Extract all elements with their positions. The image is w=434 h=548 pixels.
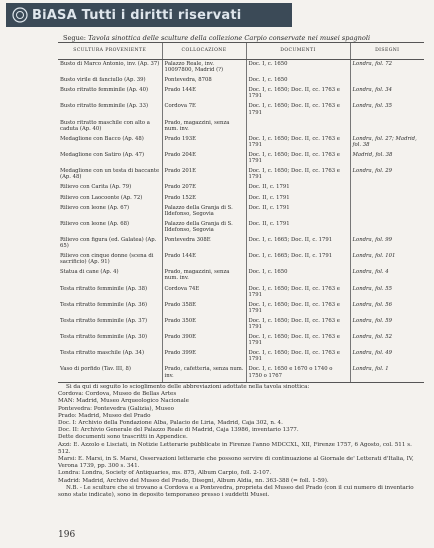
caption-lead: Segue: (63, 34, 87, 42)
table-row (58, 220, 424, 236)
cell-location: Prado 144E (162, 252, 246, 268)
column-header-subject: SCULTURA PROVENIENTE (58, 43, 162, 60)
abbreviation-line: Doc. II: Archivio Generale del Palazzo Reale di Madrid, Caja 13986, inventario 1377. (58, 427, 299, 434)
cell-documents: Doc. I, c. 1650; Doc. II, cc. 1763 e 1791 (246, 317, 350, 333)
column-header-drawings: DISEGNI (350, 43, 424, 60)
cell-subject: Testa ritratto femminile (Ap. 38) (60, 285, 148, 292)
cell-documents: Doc. I, c. 1650; Doc. II, cc. 1763 e 1791 (246, 285, 350, 301)
cell-subject: Rilievo con Laocoonte (Ap. 72) (60, 194, 143, 201)
cell-subject: Medaglione con Bacco (Ap. 48) (60, 135, 144, 142)
cell-location: Prado 204E (162, 151, 246, 167)
cell-documents: Doc. I, c. 1650; Doc. II, cc. 1763 e 1791 (246, 102, 350, 118)
cell-location: Palazzo Reale, inv. 10097800, Madrid (?) (162, 60, 246, 77)
cell-location: Prado 399E (162, 349, 246, 365)
cell-drawings (350, 119, 424, 135)
table-row (58, 86, 424, 102)
table-row (58, 76, 424, 86)
cell-drawings: Londra, fol. 34 (350, 86, 424, 102)
cell-location: Cordova 7E (162, 102, 246, 118)
cell-documents: Doc. I, c. 1650 e 1670 o 1740 o 1750 o 1767 (246, 365, 350, 382)
cell-drawings: Londra, fol. 27; Madrid, fol. 38 (350, 135, 424, 151)
cell-subject: Rilievo con figura (ed. Galatea) (Ap. 65) (60, 236, 157, 250)
table-row (58, 236, 424, 252)
cell-subject: Rilievo con Carita (Ap. 79) (60, 184, 132, 191)
cell-drawings (350, 183, 424, 193)
cell-documents: Doc. II, c. 1791 (246, 204, 350, 220)
watermark-text: BiASA Tutti i diritti riservati (32, 7, 242, 23)
table-row (58, 285, 424, 301)
cell-drawings: Londra, fol. 59 (350, 317, 424, 333)
table-row (58, 194, 424, 204)
cell-subject: Rilievo con leone (Ap. 67) (60, 204, 130, 211)
cell-location: Palazzo della Granja di S. Ildefonso, Segovia (162, 220, 246, 236)
reference-line: Londra: Londra, Society of Antiquaries, ms. 875, Album Carpio, foll. 2-107. (58, 470, 272, 477)
abbreviation-line: Doc. I: Archivio della Fondazione Alba, Palacio de Liria, Madrid, Caja 302, n. 4. (58, 420, 283, 427)
table-row (58, 268, 424, 284)
cell-location: Prado, magazzini, senza num. inv. (162, 119, 246, 135)
cell-documents: Doc. I, c. 1650; Doc. II, cc. 1763 e 1791 (246, 151, 350, 167)
table-row (58, 119, 424, 135)
cell-documents: Doc. I, c. 1650 (246, 60, 350, 77)
table-row (58, 135, 424, 151)
cell-subject: Testa ritratto maschile (Ap. 34) (60, 350, 145, 357)
reference-line: Madrid: Madrid, Archivo del Museo del Prado, Disegni, Album Aldia, nn. 363-388 (= foll. 1-59). (58, 477, 329, 484)
cell-documents: Doc. II, c. 1791 (246, 183, 350, 193)
abbreviation-line: Prado: Madrid, Museo del Prado (58, 412, 151, 419)
table-caption (63, 34, 423, 42)
table-row (58, 301, 424, 317)
cell-drawings (350, 204, 424, 220)
abbreviation-line: Pontevedra: Pontevedra (Galizia), Museo (58, 405, 174, 412)
cell-drawings: Londra, fol. 99 (350, 236, 424, 252)
cell-drawings: Londra, fol. 56 (350, 301, 424, 317)
table-row (58, 317, 424, 333)
abbreviation-line: Dette documenti sono trascritti in Appendice. (58, 434, 188, 441)
cell-subject: Statua di cane (Ap. 4) (60, 269, 119, 276)
seal-icon (12, 7, 28, 23)
table-row (58, 365, 424, 382)
cell-subject: Medaglione con un testa di baccante (Ap. 48) (60, 168, 160, 181)
caption-text: Tavola sinottica delle sculture della collezione Carpio conservate nei musei spagnoli (88, 34, 371, 42)
cell-drawings: Londra, fol. 72 (350, 60, 424, 77)
table-row (58, 60, 424, 77)
cell-drawings (350, 76, 424, 86)
table-row (58, 204, 424, 220)
cell-location: Palazzo della Granja di S. Ildefonso, Segovia (162, 204, 246, 220)
cell-documents: Doc. I, c. 1650; Doc. II, cc. 1763 e 1791 (246, 86, 350, 102)
synoptic-table (58, 42, 424, 383)
table-row (58, 102, 424, 118)
cell-subject: Rilievo con leone (Ap. 68) (60, 220, 130, 227)
abbreviation-line: MAN: Madrid, Museo Arqueologico Nacionale (58, 398, 189, 405)
cell-location: Prado 207E (162, 183, 246, 193)
cell-documents: Doc. I, c. 1650 (246, 76, 350, 86)
abbreviation-line: Cordova: Cordova, Museo de Bellas Artes (58, 391, 177, 398)
cell-drawings (350, 220, 424, 236)
cell-location: Cordova 74E (162, 285, 246, 301)
cell-drawings: Madrid, fol. 38 (350, 151, 424, 167)
cell-drawings: Londra, fol. 101 (350, 252, 424, 268)
column-header-location: COLLOCAZIONE (162, 43, 246, 60)
cell-drawings: Londra, fol. 29 (350, 167, 424, 183)
cell-documents: Doc. II, c. 1791 (246, 220, 350, 236)
table-row (58, 151, 424, 167)
cell-drawings: Londra, fol. 1 (350, 365, 424, 382)
cell-location: Prado 193E (162, 135, 246, 151)
cell-location: Prado 358E (162, 301, 246, 317)
cell-drawings: Londra, fol. 52 (350, 333, 424, 349)
notes-intro: Si da qui di seguito lo scioglimento delle abbreviazioni adottate nella tavola sinottica: (66, 384, 310, 390)
column-header-documents: DOCUMENTI (246, 43, 350, 60)
cell-subject: Busto di Marco Antonio, inv. (Ap. 37) (60, 61, 160, 67)
cell-subject: Medaglione con Satiro (Ap. 47) (60, 152, 145, 159)
cell-documents: Doc. I, c. 1650; Doc. II, cc. 1763 e 1791 (246, 349, 350, 365)
nb-note: N.B. - Le sculture che si trovano a Cordova e a Pontevedra, proprieta del Museo del Prado (con il cui numero di inventario sono state indicate), sono in deposito temporaneo presso i suddetti Musei. (58, 484, 414, 499)
cell-documents: Doc. I, c. 1665; Doc. II, c. 1791 (246, 236, 350, 252)
cell-documents (246, 119, 350, 135)
cell-subject: Testa ritratto femminile (Ap. 36) (60, 301, 148, 308)
cell-location: Prado, cafetteria, senza num. inv. (162, 365, 246, 382)
cell-subject: Busto virile di fanciullo (Ap. 39) (60, 77, 146, 84)
cell-documents: Doc. I, c. 1650; Doc. II, cc. 1763 e 1791 (246, 333, 350, 349)
cell-documents: Doc. I, c. 1650; Doc. II, cc. 1763 e 1791 (246, 301, 350, 317)
reference-line: Marsi: E. Marsi, in S. Marsi, Osservazioni letterarie che possono servire di continuazione al Giornale de' Letterati d'Italia, IV, Verona 1739, pp. 300 s. 341. (58, 456, 414, 470)
notes-section (58, 384, 424, 499)
cell-subject: Rilievo con cinque donne (scena di sacrificio) (Ap. 91) (60, 253, 154, 266)
table-row (58, 333, 424, 349)
cell-subject: Testa ritratto femminile (Ap. 37) (60, 317, 148, 324)
cell-documents: Doc. II, c. 1791 (246, 194, 350, 204)
cell-subject: Vaso di porfido (Tav. III, 8) (58, 365, 162, 382)
cell-documents: Doc. I, c. 1650 (246, 268, 350, 284)
cell-documents: Doc. I, c. 1650; Doc. II, cc. 1763 e 1791 (246, 135, 350, 151)
cell-drawings: Londra, fol. 55 (350, 285, 424, 301)
cell-location: Prado 201E (162, 167, 246, 183)
page-number: 196 (58, 530, 76, 540)
cell-subject: Busto ritratto maschile con alto a caduta (Ap. 40) (60, 119, 150, 132)
table-row (58, 167, 424, 183)
cell-documents: Doc. I, c. 1650; Doc. II, cc. 1763 e 1791 (246, 167, 350, 183)
cell-location: Prado 152E (162, 194, 246, 204)
watermark-banner (6, 3, 292, 27)
cell-location: Pontevedra 308E (162, 236, 246, 252)
cell-location: Prado 390E (162, 333, 246, 349)
cell-location: Prado, magazzini, senza num. inv. (162, 268, 246, 284)
cell-subject: Testa ritratto femminile (Ap. 30) (60, 334, 148, 341)
cell-drawings: Londra, fol. 49 (350, 349, 424, 365)
cell-documents: Doc. I, c. 1665; Doc. II, c. 1791 (246, 252, 350, 268)
table-row (58, 349, 424, 365)
reference-line: Azzi: E. Azzolo e Lisciati, in Notizie Letterarie pubblicate in Firenze l'anno MDCCXL, XII, Firenze 1757, 6 Agosto, col. 511 s. 512. (58, 441, 412, 455)
table-header-row (58, 43, 424, 60)
cell-location: Prado 350E (162, 317, 246, 333)
cell-location: Pontevedra, 8708 (162, 76, 246, 86)
cell-drawings: Londra, fol. 4 (350, 268, 424, 284)
table-row (58, 252, 424, 268)
table-row (58, 183, 424, 193)
cell-subject: Busto ritratto femminile (Ap. 33) (60, 103, 149, 110)
cell-drawings: Londra, fol. 35 (350, 102, 424, 118)
cell-location: Prado 144E (162, 86, 246, 102)
cell-subject: Busto ritratto femminile (Ap. 40) (60, 87, 149, 94)
cell-drawings (350, 194, 424, 204)
